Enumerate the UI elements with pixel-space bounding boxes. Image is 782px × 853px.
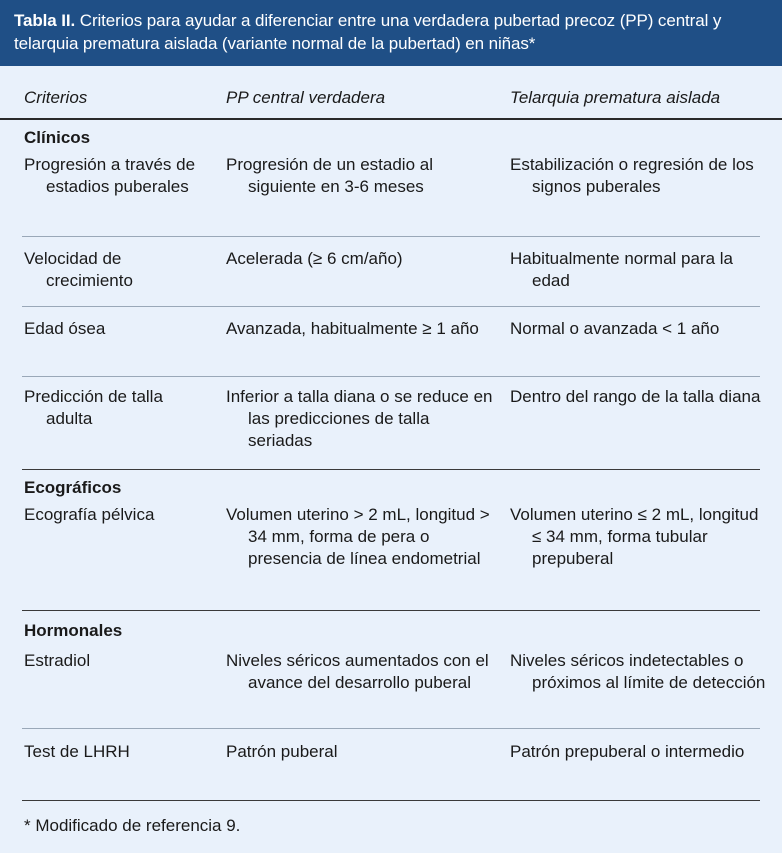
cell-text: Acelerada (≥ 6 cm/año) <box>226 249 403 268</box>
caption-label: Tabla II. <box>14 11 76 30</box>
cell-text: Avanzada, habitualmente ≥ 1 año <box>226 319 479 338</box>
row-lhrh-pp <box>226 741 494 763</box>
row-divider <box>22 376 760 377</box>
table-caption <box>0 0 782 66</box>
row-edad-osea-criterio <box>24 318 204 340</box>
footnote: * Modificado de referencia 9. <box>24 816 241 835</box>
header-telarquia: Telarquia prematura aislada <box>510 88 721 107</box>
cell-text: Normal o avanzada < 1 año <box>510 319 720 338</box>
row-divider <box>22 236 760 237</box>
row-prediccion-criterio <box>24 386 204 430</box>
section-ecograficos: Ecográficos <box>24 478 122 497</box>
table-header-row <box>0 66 782 120</box>
cell-text: Patrón puberal <box>226 742 338 761</box>
row-velocidad-pp <box>226 248 494 270</box>
row-edad-osea-pp <box>226 318 494 340</box>
row-estradiol-criterio <box>24 650 204 672</box>
row-divider <box>22 728 760 729</box>
row-ecografia-criterio <box>24 504 204 526</box>
cell-text: Progresión a través de estadios puberales <box>24 155 196 196</box>
row-divider <box>22 306 760 307</box>
cell-text: Edad ósea <box>24 319 106 338</box>
row-velocidad-criterio <box>24 248 204 292</box>
row-edad-osea-telarquia <box>510 318 772 340</box>
cell-text: Ecografía pélvica <box>24 505 155 524</box>
header-criterios: Criterios <box>24 88 88 107</box>
cell-text: Estradiol <box>24 651 91 670</box>
section-hormonales: Hormonales <box>24 621 123 640</box>
cell-text: Habitualmente normal para la edad <box>510 249 734 290</box>
section-clinicos: Clínicos <box>24 128 91 147</box>
cell-text: Niveles séricos aumentados con el avance del desarrollo puberal <box>226 651 489 692</box>
cell-text: Patrón prepuberal o intermedio <box>510 742 745 761</box>
cell-text: Volumen uterino > 2 mL, longitud > 34 mm, forma de pera o presencia de línea endometrial <box>226 505 490 568</box>
cell-text: Volumen uterino ≤ 2 mL, longitud ≤ 34 mm, forma tubular prepuberal <box>510 505 759 568</box>
row-progresion-telarquia <box>510 154 772 198</box>
row-ecografia-telarquia <box>510 504 772 570</box>
section-divider <box>22 469 760 470</box>
row-progresion-criterio <box>24 154 204 198</box>
cell-text: Inferior a talla diana o se reduce en las predicciones de talla seriadas <box>226 387 493 450</box>
cell-text: Dentro del rango de la talla diana <box>510 387 761 406</box>
section-divider <box>22 610 760 611</box>
row-velocidad-telarquia <box>510 248 772 292</box>
cell-text: Predicción de talla adulta <box>24 387 163 428</box>
row-prediccion-pp <box>226 386 494 452</box>
row-lhrh-telarquia <box>510 741 772 763</box>
row-prediccion-telarquia <box>510 386 772 408</box>
cell-text: Niveles séricos indetectables o próximos al límite de detección <box>510 651 766 692</box>
header-pp-central: PP central verdadera <box>226 88 386 107</box>
row-estradiol-telarquia <box>510 650 772 694</box>
table-bottom-rule <box>22 800 760 801</box>
cell-text: Test de LHRH <box>24 742 130 761</box>
row-progresion-pp <box>226 154 494 198</box>
row-estradiol-pp <box>226 650 494 694</box>
cell-text: Estabilización o regresión de los signos puberales <box>510 155 754 196</box>
row-lhrh-criterio <box>24 741 204 763</box>
row-ecografia-pp <box>226 504 494 570</box>
caption-text: Criterios para ayudar a diferenciar entre una verdadera pubertad precoz (PP) central y telarquia prematura aislada (variante normal de la pubertad) en niñas* <box>14 11 722 53</box>
cell-text: Progresión de un estadio al siguiente en 3-6 meses <box>226 155 433 196</box>
cell-text: Velocidad de crecimiento <box>24 249 133 290</box>
